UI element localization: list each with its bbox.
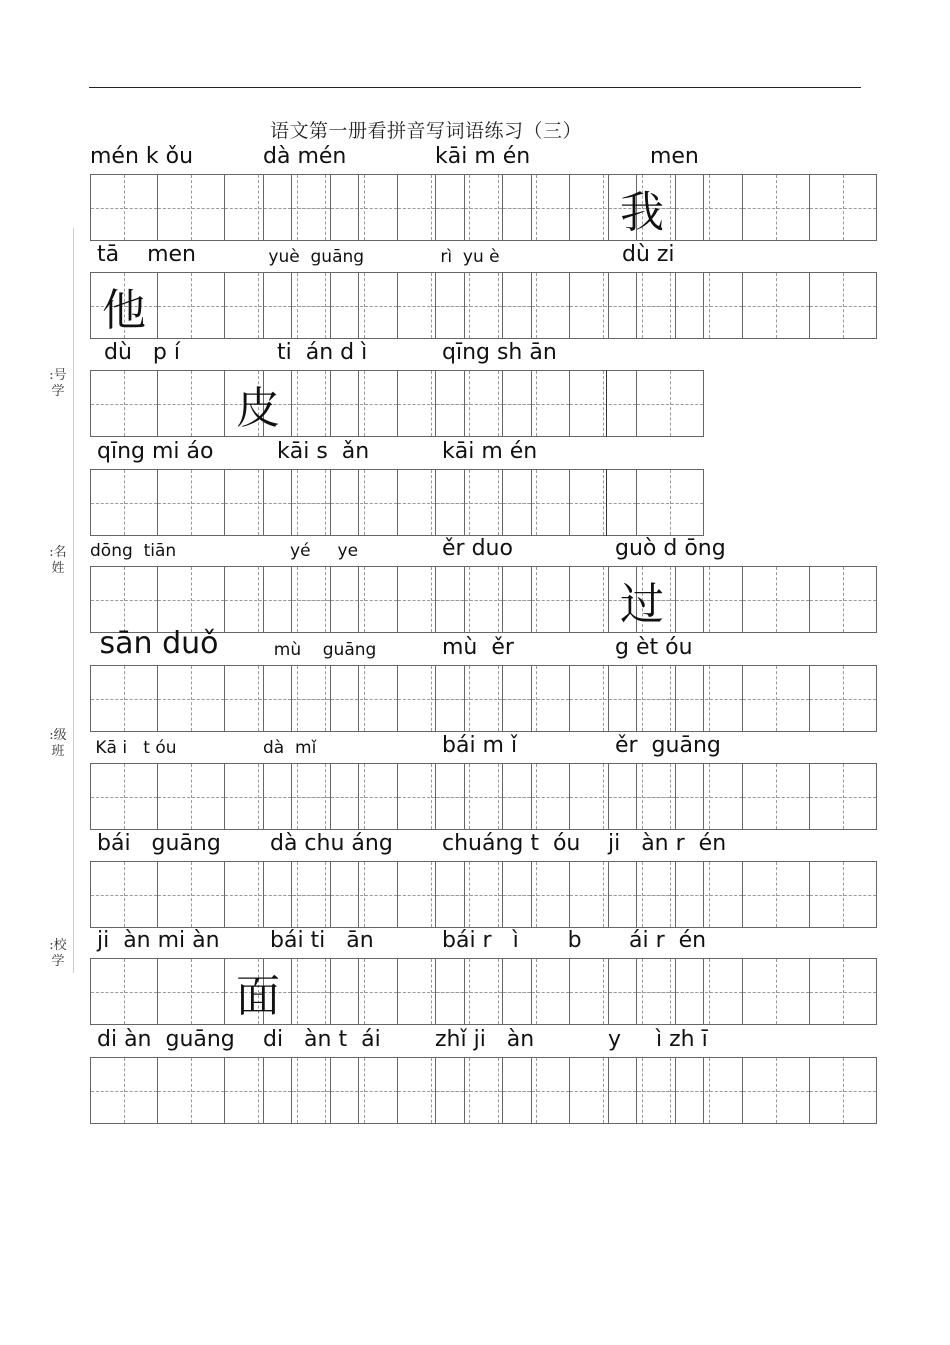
- tianzige-cell[interactable]: [435, 958, 503, 1025]
- tianzige-cell[interactable]: [157, 174, 225, 241]
- pinyin-prompt: mù guāng: [263, 640, 377, 660]
- tianzige-cell[interactable]: [90, 370, 158, 437]
- pinyin-prompt: dà mén: [263, 144, 347, 169]
- tianzige-cell[interactable]: [809, 763, 877, 830]
- writing-grid[interactable]: [608, 861, 876, 928]
- writing-grid[interactable]: [608, 665, 876, 732]
- writing-grid[interactable]: [608, 1057, 876, 1124]
- pinyin-prompt: ěr guāng: [608, 733, 721, 758]
- tianzige-cell[interactable]: [157, 566, 225, 633]
- pinyin-prompt: Kā i t óu: [90, 738, 177, 758]
- example-character: 我: [620, 186, 664, 238]
- tianzige-cell[interactable]: [742, 1057, 810, 1124]
- tianzige-cell[interactable]: [742, 958, 810, 1025]
- tianzige-cell[interactable]: [263, 272, 331, 339]
- pinyin-prompt: tā men: [90, 242, 196, 267]
- pinyin-prompt: ji àn r én: [608, 831, 727, 856]
- tianzige-cell[interactable]: [157, 1057, 225, 1124]
- tianzige-cell[interactable]: [263, 861, 331, 928]
- tianzige-cell[interactable]: [608, 958, 676, 1025]
- tianzige-cell[interactable]: [502, 272, 570, 339]
- example-character: 皮: [236, 382, 280, 434]
- pinyin-prompt: di àn t ái: [263, 1027, 381, 1052]
- tianzige-cell[interactable]: [263, 566, 331, 633]
- tianzige-cell[interactable]: [330, 958, 398, 1025]
- tianzige-cell[interactable]: [675, 174, 743, 241]
- tianzige-cell[interactable]: [569, 469, 637, 536]
- tianzige-cell[interactable]: [157, 763, 225, 830]
- tianzige-cell[interactable]: [502, 763, 570, 830]
- writing-grid[interactable]: [608, 174, 876, 241]
- tianzige-cell[interactable]: [157, 469, 225, 536]
- tianzige-cell[interactable]: [157, 861, 225, 928]
- side-label: :校学: [49, 938, 67, 969]
- tianzige-cell[interactable]: [742, 861, 810, 928]
- column-divider: [606, 469, 607, 536]
- tianzige-cell[interactable]: [435, 272, 503, 339]
- pinyin-prompt: dà chu áng: [263, 831, 393, 856]
- tianzige-cell[interactable]: [330, 1057, 398, 1124]
- pinyin-prompt: dù p í: [90, 340, 180, 365]
- tianzige-cell[interactable]: [502, 566, 570, 633]
- tianzige-cell[interactable]: [502, 665, 570, 732]
- tianzige-cell[interactable]: [675, 861, 743, 928]
- tianzige-cell[interactable]: [809, 566, 877, 633]
- tianzige-cell[interactable]: [608, 1057, 676, 1124]
- tianzige-cell[interactable]: [330, 566, 398, 633]
- pinyin-prompt: ái r én: [608, 928, 707, 953]
- tianzige-cell[interactable]: [675, 958, 743, 1025]
- tianzige-cell[interactable]: [742, 174, 810, 241]
- pinyin-prompt: ji àn mi àn: [90, 928, 220, 953]
- tianzige-cell[interactable]: [675, 665, 743, 732]
- pinyin-prompt: bái ti ān: [263, 928, 374, 953]
- tianzige-cell[interactable]: [608, 861, 676, 928]
- tianzige-cell[interactable]: [435, 763, 503, 830]
- pinyin-prompt: g èt óu: [608, 635, 693, 660]
- tianzige-cell[interactable]: [675, 763, 743, 830]
- tianzige-cell[interactable]: [502, 1057, 570, 1124]
- column-divider: [606, 370, 607, 437]
- side-label: :级班: [49, 728, 67, 759]
- tianzige-cell[interactable]: [502, 370, 570, 437]
- tianzige-cell[interactable]: [435, 566, 503, 633]
- tianzige-cell[interactable]: [608, 174, 676, 241]
- pinyin-prompt: dù zi: [608, 242, 675, 267]
- pinyin-prompt: kāi m én: [435, 144, 531, 169]
- tianzige-cell[interactable]: [435, 174, 503, 241]
- tianzige-cell[interactable]: [809, 174, 877, 241]
- tianzige-cell[interactable]: [636, 370, 704, 437]
- tianzige-cell[interactable]: [675, 272, 743, 339]
- side-label: :号学: [49, 368, 67, 399]
- tianzige-cell[interactable]: [263, 469, 331, 536]
- tianzige-cell[interactable]: [157, 958, 225, 1025]
- tianzige-cell[interactable]: [90, 763, 158, 830]
- tianzige-cell[interactable]: [502, 861, 570, 928]
- tianzige-cell[interactable]: [90, 665, 158, 732]
- tianzige-cell[interactable]: [435, 861, 503, 928]
- pinyin-prompt: y ì zh ī: [608, 1027, 708, 1052]
- tianzige-cell[interactable]: [608, 665, 676, 732]
- pinyin-prompt: sān duǒ: [90, 626, 219, 661]
- page-title: 语文第一册看拼音写词语练习（三）: [270, 120, 583, 142]
- tianzige-cell[interactable]: [157, 272, 225, 339]
- tianzige-cell[interactable]: [330, 861, 398, 928]
- tianzige-cell[interactable]: [90, 861, 158, 928]
- tianzige-cell[interactable]: [809, 1057, 877, 1124]
- tianzige-cell[interactable]: [157, 665, 225, 732]
- pinyin-prompt: zhǐ ji àn: [435, 1027, 535, 1052]
- tianzige-cell[interactable]: [330, 469, 398, 536]
- pinyin-prompt: kāi m én: [435, 439, 538, 464]
- pinyin-prompt: chuáng t óu: [435, 831, 581, 856]
- tianzige-cell[interactable]: [742, 566, 810, 633]
- example-character: 他: [102, 284, 146, 336]
- tianzige-cell[interactable]: [263, 763, 331, 830]
- tianzige-cell[interactable]: [224, 958, 292, 1025]
- tianzige-cell[interactable]: [330, 370, 398, 437]
- tianzige-cell[interactable]: [90, 174, 158, 241]
- writing-grid[interactable]: [435, 370, 703, 437]
- tianzige-cell[interactable]: [330, 272, 398, 339]
- tianzige-cell[interactable]: [435, 370, 503, 437]
- tianzige-cell[interactable]: [675, 566, 743, 633]
- pinyin-prompt: rì yu è: [435, 247, 500, 267]
- top-rule: [89, 87, 861, 88]
- tianzige-cell[interactable]: [90, 958, 158, 1025]
- writing-grid[interactable]: [608, 566, 876, 633]
- pinyin-prompt: qīng mi áo: [90, 439, 214, 464]
- tianzige-cell[interactable]: [742, 763, 810, 830]
- pinyin-prompt: yuè guāng: [263, 247, 365, 267]
- pinyin-prompt: mù ěr: [435, 635, 514, 660]
- tianzige-cell[interactable]: [435, 665, 503, 732]
- pinyin-prompt: ti án d ì: [263, 340, 368, 365]
- tianzige-cell[interactable]: [330, 174, 398, 241]
- tianzige-cell[interactable]: [809, 272, 877, 339]
- pinyin-prompt: bái guāng: [90, 831, 221, 856]
- tianzige-cell[interactable]: [809, 665, 877, 732]
- side-label: :名姓: [49, 545, 67, 576]
- pinyin-prompt: men: [608, 144, 699, 169]
- tianzige-cell[interactable]: [608, 763, 676, 830]
- tianzige-cell[interactable]: [809, 861, 877, 928]
- pinyin-prompt: bái m ǐ: [435, 733, 518, 758]
- tianzige-cell[interactable]: [90, 469, 158, 536]
- tianzige-cell[interactable]: [809, 958, 877, 1025]
- tianzige-cell[interactable]: [330, 763, 398, 830]
- tianzige-cell[interactable]: [569, 370, 637, 437]
- tianzige-cell[interactable]: [435, 469, 503, 536]
- tianzige-cell[interactable]: [608, 272, 676, 339]
- tianzige-cell[interactable]: [742, 665, 810, 732]
- pinyin-prompt: bái r ì b: [435, 928, 582, 953]
- writing-grid[interactable]: [435, 469, 703, 536]
- tianzige-cell[interactable]: [90, 566, 158, 633]
- tianzige-cell[interactable]: [263, 665, 331, 732]
- tianzige-cell[interactable]: [636, 469, 704, 536]
- pinyin-prompt: dà mǐ: [263, 738, 317, 758]
- pinyin-prompt: ěr duo: [435, 536, 513, 561]
- tianzige-cell[interactable]: [502, 958, 570, 1025]
- binding-margin-line: [73, 228, 74, 973]
- writing-grid[interactable]: [608, 272, 876, 339]
- tianzige-cell[interactable]: [502, 469, 570, 536]
- example-character: 过: [620, 578, 664, 630]
- tianzige-cell[interactable]: [224, 370, 292, 437]
- pinyin-prompt: qīng sh ān: [435, 340, 557, 365]
- tianzige-cell[interactable]: [263, 174, 331, 241]
- tianzige-cell[interactable]: [263, 1057, 331, 1124]
- tianzige-cell[interactable]: [90, 1057, 158, 1124]
- pinyin-prompt: mén k ǒu: [90, 144, 194, 169]
- pinyin-prompt: kāi s ǎn: [263, 439, 370, 464]
- tianzige-cell[interactable]: [157, 370, 225, 437]
- tianzige-cell[interactable]: [435, 1057, 503, 1124]
- pinyin-prompt: yé ye: [263, 541, 359, 561]
- tianzige-cell[interactable]: [330, 665, 398, 732]
- pinyin-prompt: dōng tiān: [90, 541, 177, 561]
- tianzige-cell[interactable]: [608, 566, 676, 633]
- tianzige-cell[interactable]: [675, 1057, 743, 1124]
- tianzige-cell[interactable]: [90, 272, 158, 339]
- example-character: 面: [236, 970, 280, 1022]
- tianzige-cell[interactable]: [502, 174, 570, 241]
- writing-grid[interactable]: [608, 763, 876, 830]
- tianzige-cell[interactable]: [742, 272, 810, 339]
- writing-grid[interactable]: [608, 958, 876, 1025]
- pinyin-prompt: di àn guāng: [90, 1027, 235, 1052]
- pinyin-prompt: guò d ōng: [608, 536, 726, 561]
